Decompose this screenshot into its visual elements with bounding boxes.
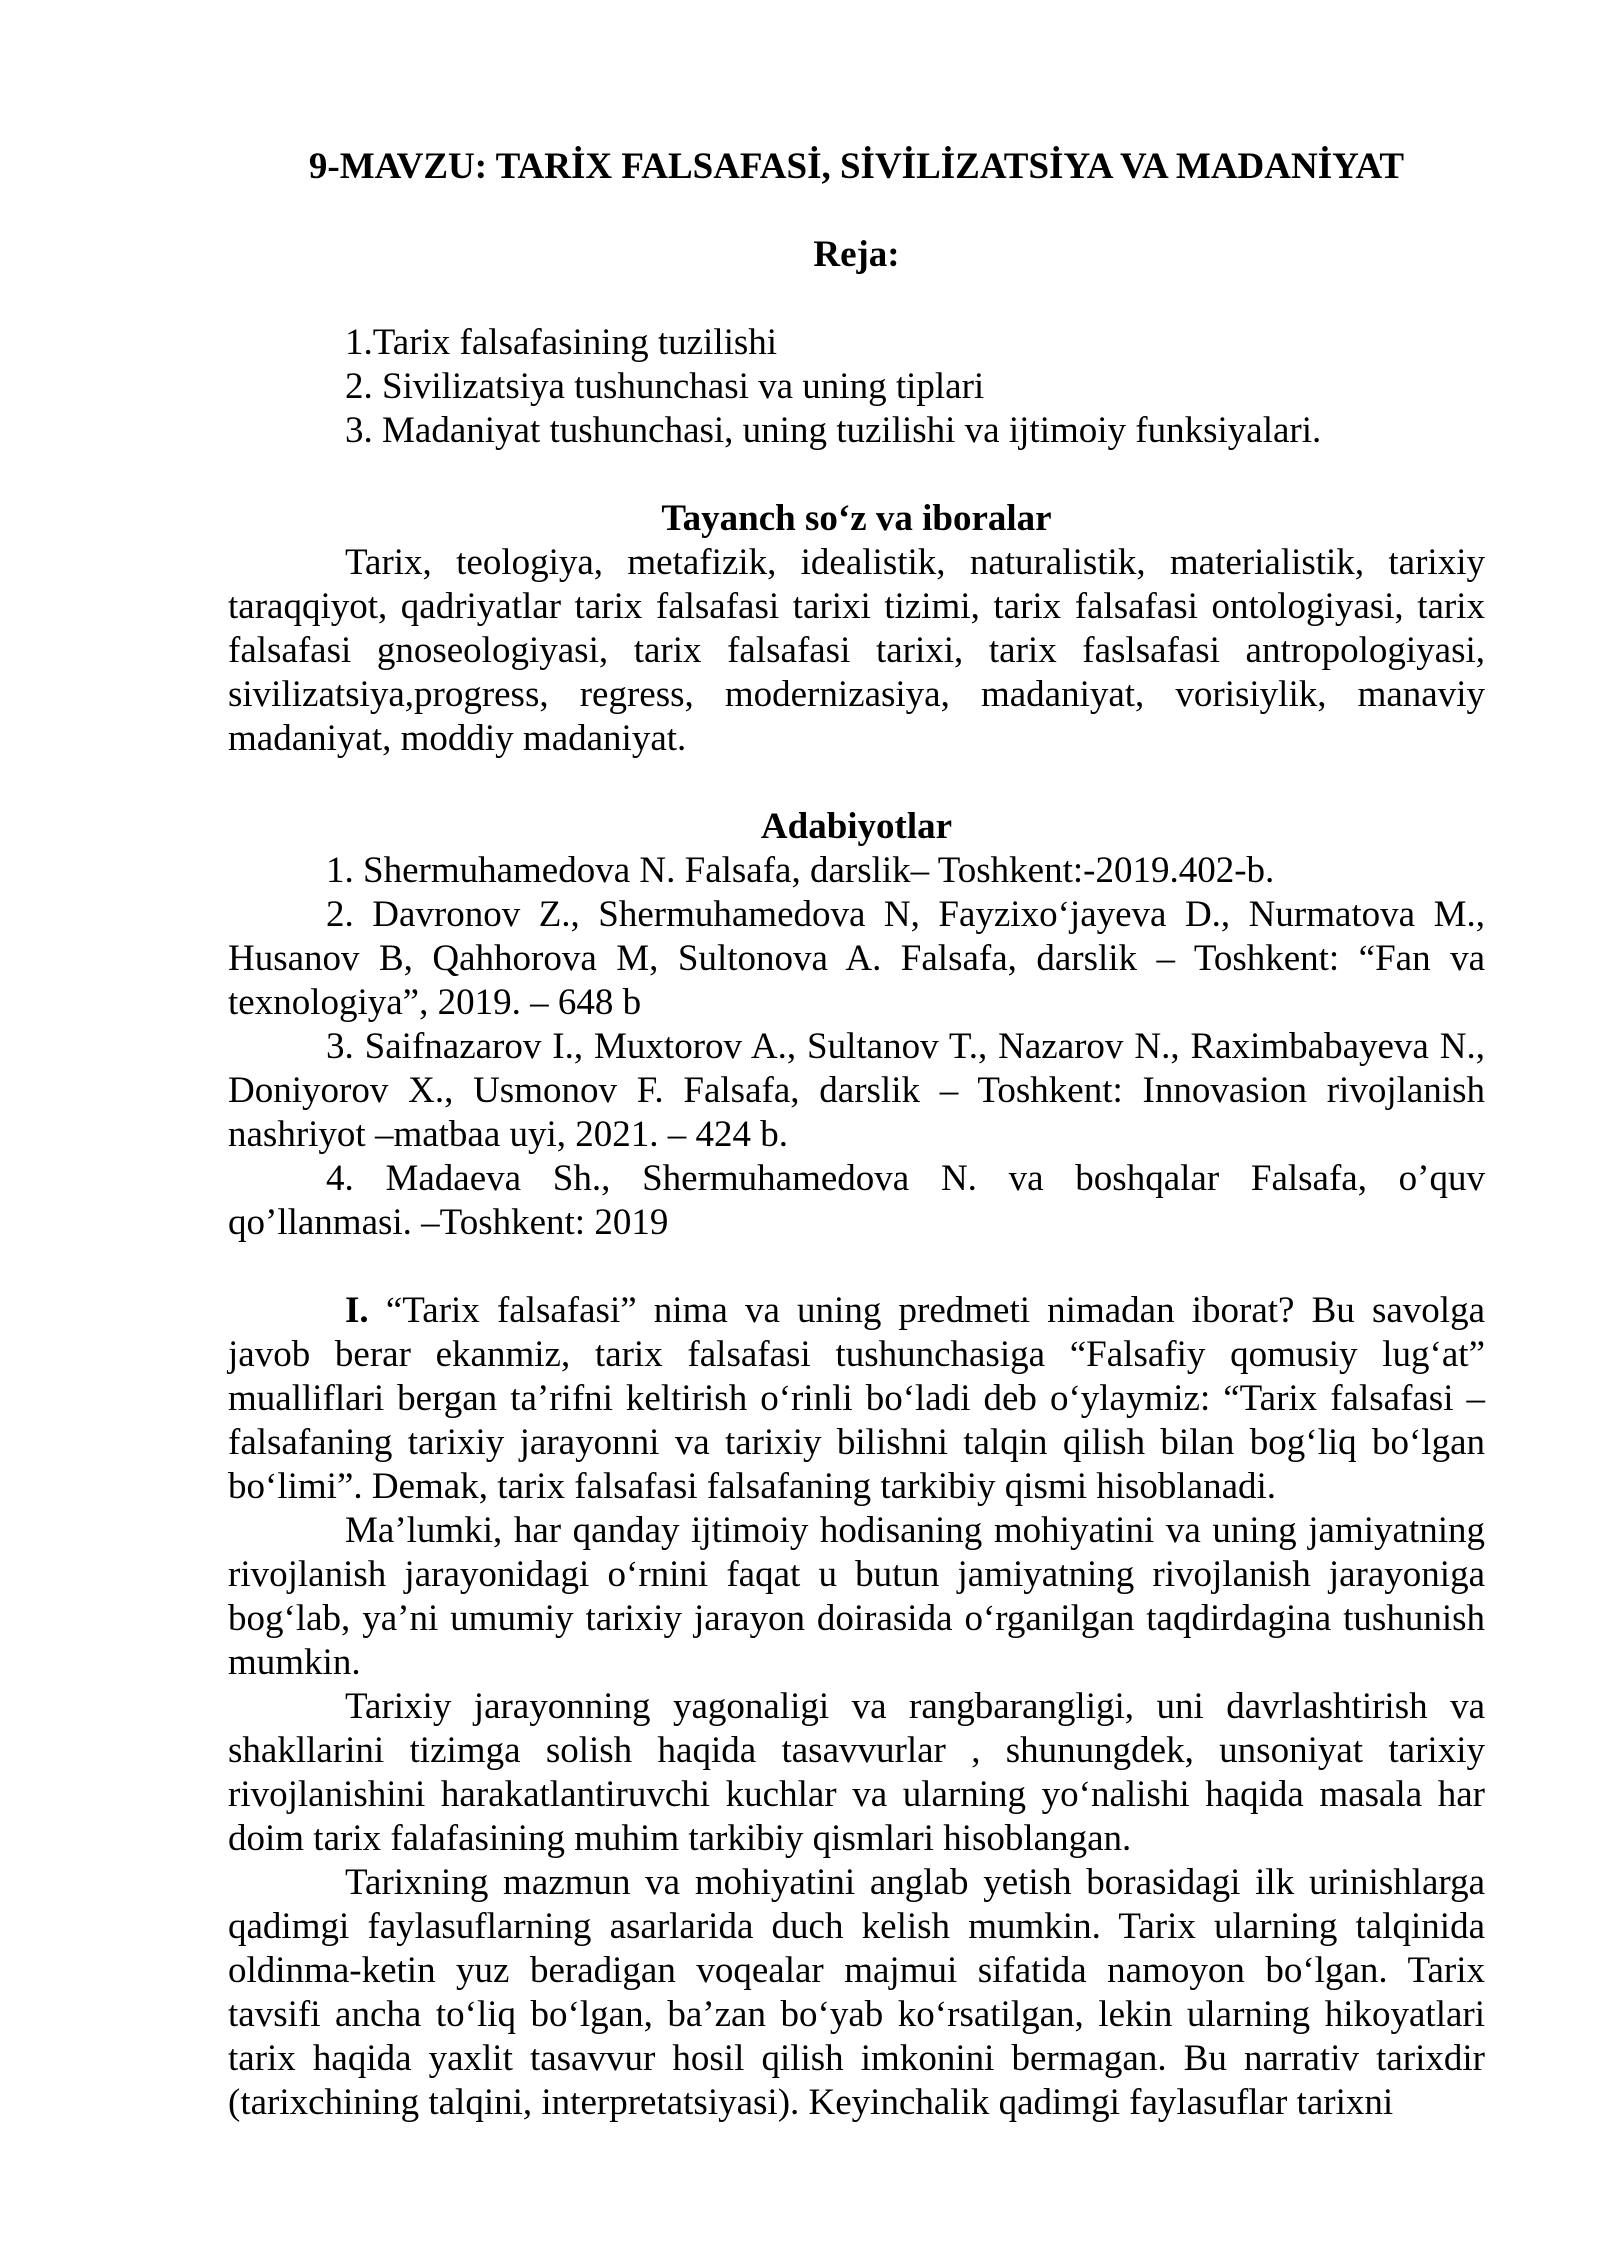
body-paragraph-4: Tarixning mazmun va mohiyatini anglab yetish borasidagi ilk urinishlarga qadimgi faylasuflarning asarlarida duch kelish mumkin. Tarix ularning talqinida oldinma-ketin yuz beradigan voqealar majmui sifatida namoyon bo‘lgan. Tarix tavsifi ancha to‘liq bo‘lgan, ba’zan bo‘yab ko‘rsatilgan, lekin ularning hikoyatlari tarix haqida yaxlit tasavvur hosil qilish imkonini bermagan. Bu narrativ tarixdir (tarixchining talqini, interpretatsiyasi). Keyinchalik qadimgi faylasuflar tarixni: [228, 1862, 1485, 2123]
body-paragraph-2: Ma’lumki, har qanday ijtimoiy hodisaning mohiyatini va uning jamiyatning rivojlanish jarayonidagi o‘rnini faqat u butun jamiyatning rivojlanish jarayoniga bog‘lab, ya’ni umumiy tarixiy jarayon doirasida o‘rganilgan taqdirdagina tushunish mumkin.: [228, 1510, 1485, 1683]
document-title: 9-MAVZU: TARİX FALSAFASİ, SİVİLİZATSİYA VA MADANİYAT: [308, 146, 1405, 187]
reference-3: 3. Saifnazarov I., Muxtorov A., Sultanov T., Nazarov N., Raximbabayeva N., Doniyorov X., Usmonov F. Falsafa, darslik – Toshkent: Innovasion rivojlanish nashriyot –matbaa uyi, 2021. – 424 b.: [228, 1026, 1485, 1155]
blank-line: [228, 277, 1485, 321]
reference-1: 1. Shermuhamedova N. Falsafa, darslik– Toshkent:-2019.402-b.: [326, 850, 1275, 891]
reference-4: 4. Madaeva Sh., Shermuhamedova N. va boshqalar Falsafa, o’quv qo’llanmasi. –Toshkent: 2019: [228, 1158, 1485, 1243]
plan-item-1: 1.Tarix falsafasining tuzilishi: [345, 322, 778, 363]
plan-list: [228, 321, 1485, 453]
body-paragraph-3: Tarixiy jarayonning yagonaligi va rangbarangligi, uni davrlashtirish va shakllarini tizimga solish haqida tasavvurlar , shunungdek, unsoniyat tarixiy rivojlanishini harakatlantiruvchi kuchlar va ularning yo‘nalishi haqida masala har doim tarix falafasining muhim tarkibiy qismlari hisoblangan.: [228, 1686, 1485, 1859]
section-numeral: I.: [345, 1290, 369, 1331]
plan-item-3: 3. Madaniyat tushunchasi, uning tuzilishi va ijtimoiy funksiyalari.: [345, 410, 1322, 451]
reference-list: [228, 849, 1485, 1245]
reference-2: 2. Davronov Z., Shermuhamedova N, Fayzixo‘jayeva D., Nurmatova M., Husanov B, Qahhorova M, Sultonova A. Falsafa, darslik – Toshkent: “Fan va texnologiya”, 2019. – 648 b: [228, 894, 1485, 1023]
blank-line: [228, 189, 1485, 233]
body-paragraph-1: [228, 1289, 1485, 1509]
body-paragraph-1-text: “Tarix falsafasi” nima va uning predmeti nimadan iborat? Bu savolga javob berar ekanmiz, tarix falsafasi tushunchasiga “Falsafiy qomusiy lug‘at” mualliflari bergan ta’rifni keltirish o‘rinli bo‘ladi deb o‘ylaymiz: “Tarix falsafasi – falsafaning tarixiy jarayonni va tarixiy bilishni talqin qilish bilan bog‘liq bo‘lgan bo‘limi”. Demak, tarix falsafasi falsafaning tarkibiy qismi hisoblanadi.: [228, 1290, 1485, 1507]
keywords-heading: Tayanch so‘z va iboralar: [661, 498, 1052, 539]
blank-line: [228, 761, 1485, 805]
keywords-paragraph: Tarix, teologiya, metafizik, idealistik, naturalistik, materialistik, tarixiy taraqqiyot, qadriyatlar tarix falsafasi tarixi tizimi, tarix falsafasi ontologiyasi, tarix falsafasi gnoseologiyasi, tarix falsafasi tarixi, tarix faslsafasi antropologiyasi, sivilizatsiya,progress, regress, modernizasiya, madaniyat, vorisiylik, manaviy madaniyat, moddiy madaniyat.: [228, 542, 1485, 759]
blank-line: [228, 1245, 1485, 1289]
plan-item-2: 2. Sivilizatsiya tushunchasi va uning tiplari: [345, 366, 985, 407]
reja-heading: Reja:: [813, 234, 900, 275]
blank-line: [228, 453, 1485, 497]
literature-heading: Adabiyotlar: [760, 806, 953, 847]
